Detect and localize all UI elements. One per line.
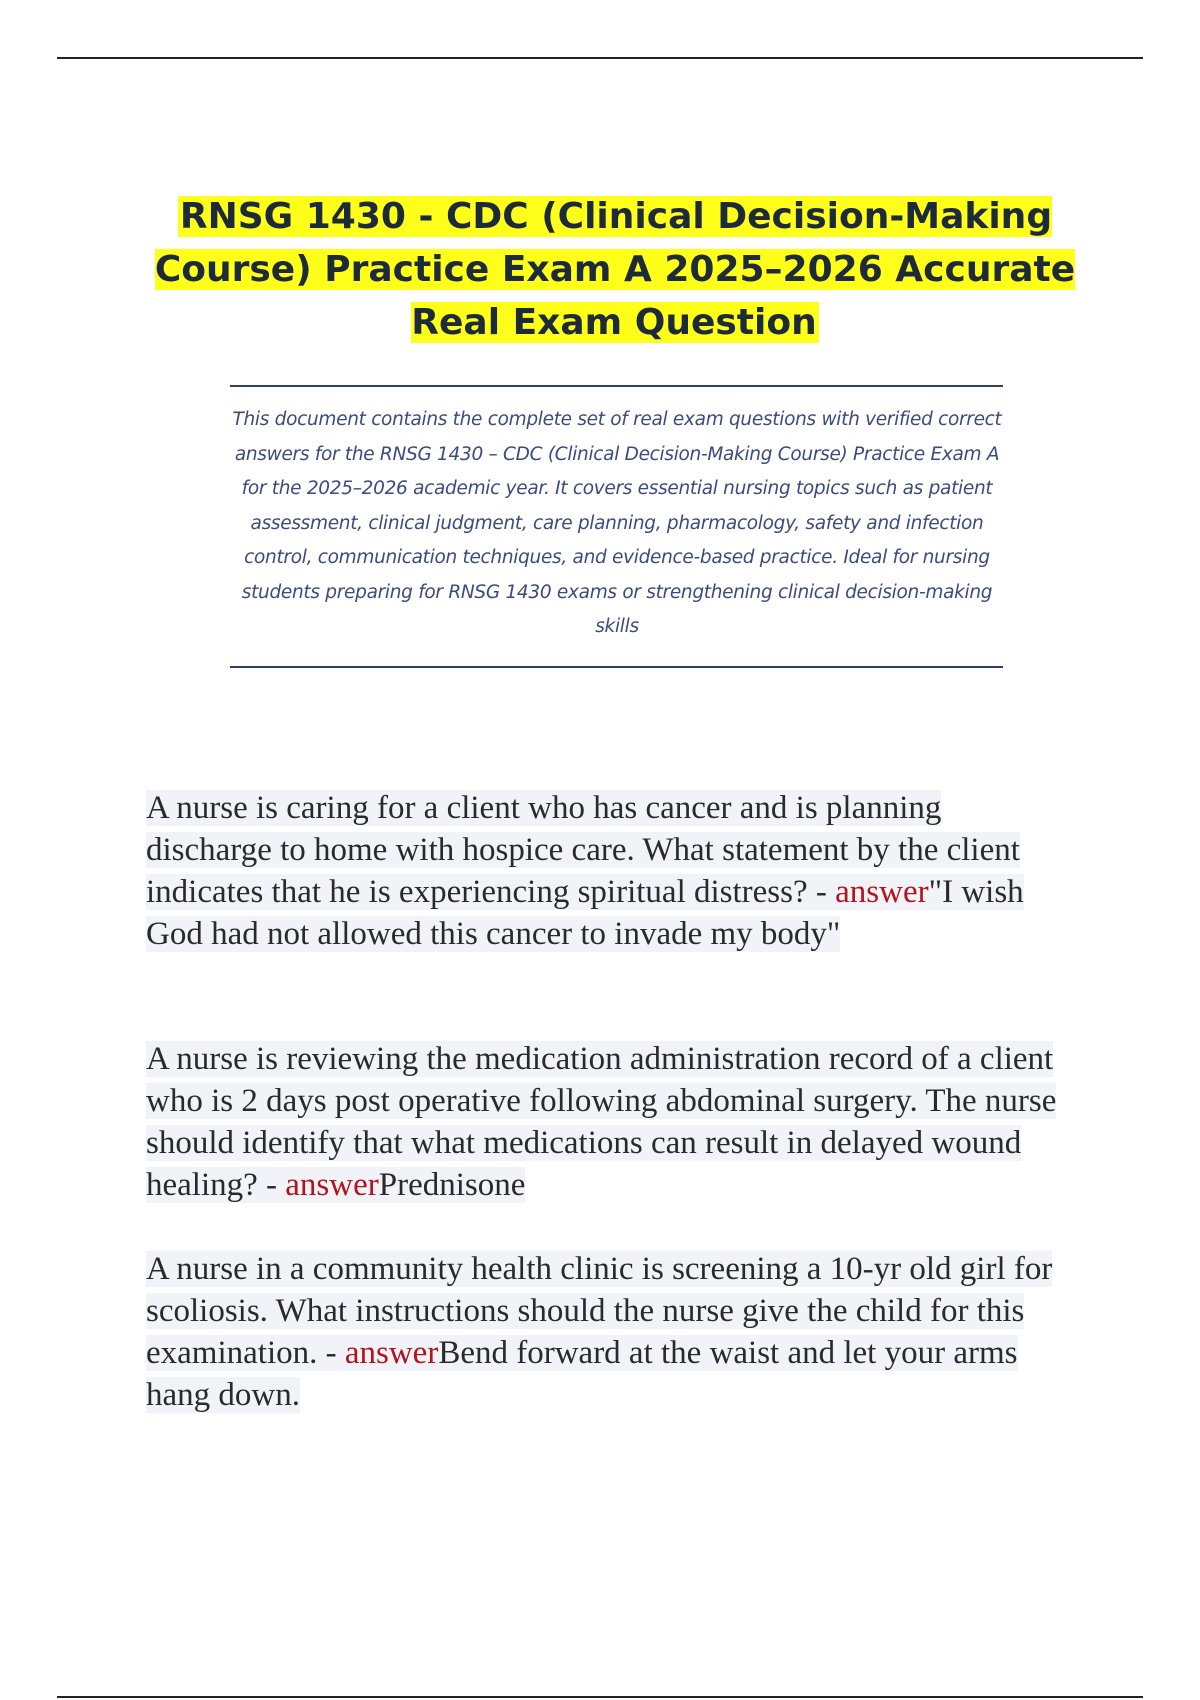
summary-bottom-rule <box>230 666 1003 668</box>
summary-top-rule <box>230 385 1003 387</box>
answer-label: answer <box>835 874 929 910</box>
question-text: A nurse in a community health clinic is screening a 10-yr old girl for scoliosis. What instructions should the nurse give the child for this examination. - <box>146 1251 1053 1371</box>
answer-label: answer <box>285 1167 379 1203</box>
question-item <box>146 1248 1056 1416</box>
title-text: RNSG 1430 - CDC (Clinical Decision-Making Course) Practice Exam A 2025–2026 Accurate Real Exam Question <box>154 196 1076 343</box>
page-bottom-rule <box>57 1696 1143 1698</box>
answer-text: Bend forward at the waist and let your arms hang down. <box>146 1335 1018 1413</box>
answer-label: answer <box>344 1335 439 1371</box>
document-title <box>150 190 1080 349</box>
question-item <box>146 1038 1106 1206</box>
question-text: A nurse is caring for a client who has cancer and is planning discharge to home with hospice care. What statement by the client indicates that he is experiencing spiritual distress? - <box>146 790 1020 910</box>
document-summary: This document contains the complete set of real exam questions with verified correct answers for the RNSG 1430 – CDC (Clinical Decision-Making Course) Practice Exam A for the 2025–2026 academic year. It covers essential nursing topics such as patient assessment, clinical judgment, care planning, pharmacology, safety and infection control, communication techniques, and evidence-based practice. Ideal for nursing students preparing for RNSG 1430 exams or strengthening clinical decision-making skills <box>232 409 1002 637</box>
answer-text: Prednisone <box>378 1167 526 1203</box>
answer-text: "I wish God had not allowed this cancer to invade my body" <box>146 874 1024 952</box>
page-top-rule <box>57 57 1143 59</box>
question-text: A nurse is reviewing the medication administration record of a client who is 2 days post operative following abdominal surgery. The nurse should identify that what medications can result in delayed wound healing? - <box>146 1041 1057 1203</box>
question-item <box>146 787 1046 955</box>
